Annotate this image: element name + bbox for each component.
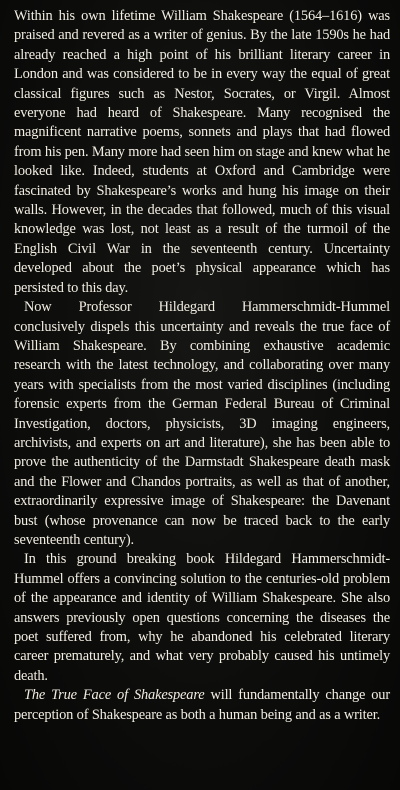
book-title: The True Face of Shakespeare (24, 687, 205, 704)
paragraph-solution: In this ground breaking book Hildegard Hammerschmidt-Hummel offers a convincing solution to the centuries-old problem of the appearance and identity of William Shakespeare. She also answers previously open questions concerning the diseases the poet suffered from, why he abandoned his celebrated literary career prematurely, and what very probably caused his untimely death. (14, 551, 390, 684)
paragraph-research: Now Professor Hildegard Hammerschmidt-Hummel conclusively dispels this uncertainty and reveals the true face of William Shakespeare. By combining exhaustive academic research with the latest technology, and collaborating over many years with specialists from the most varied disciplines (including forensic experts from the German Federal Bureau of Criminal Investigation, doctors, physicists, 3D imaging engineers, archivists, and experts on art and literature), she has been able to prove the authenticity of the Darmstadt Shakespeare death mask and the Flower and Chandos portraits, as well as that of another, extraordinarily expressive image of Shakespeare: the Davenant bust (whose provenance can now be traced back to the early seventeenth century). (14, 299, 390, 548)
paragraph-conclusion-text: will fundamentally change our perception of Shakespeare as both a human being and as a writer. (14, 687, 390, 723)
paragraph-conclusion (14, 686, 390, 725)
paragraph-intro: Within his own lifetime William Shakespeare (1564–1616) was praised and revered as a writer of genius. By the late 1590s he had already reached a high point of his brilliant literary career in London and was considered to be in every way the equal of great classical figures such as Nestor, Socrates, or Virgil. Almost everyone had heard of Shakespeare. Many recognised the magnificent narrative poems, sonnets and plays that had flowed from his pen. Many more had seen him on stage and knew what he looked like. Indeed, students at Oxford and Cambridge were fascinated by Shakespeare’s works and hung his image on their walls. However, in the decades that followed, much of this visual knowledge was lost, not least as a result of the turmoil of the English Civil War in the seventeenth century. Uncertainty developed about the poet’s physical appearance which has persisted to this day. (14, 8, 390, 296)
